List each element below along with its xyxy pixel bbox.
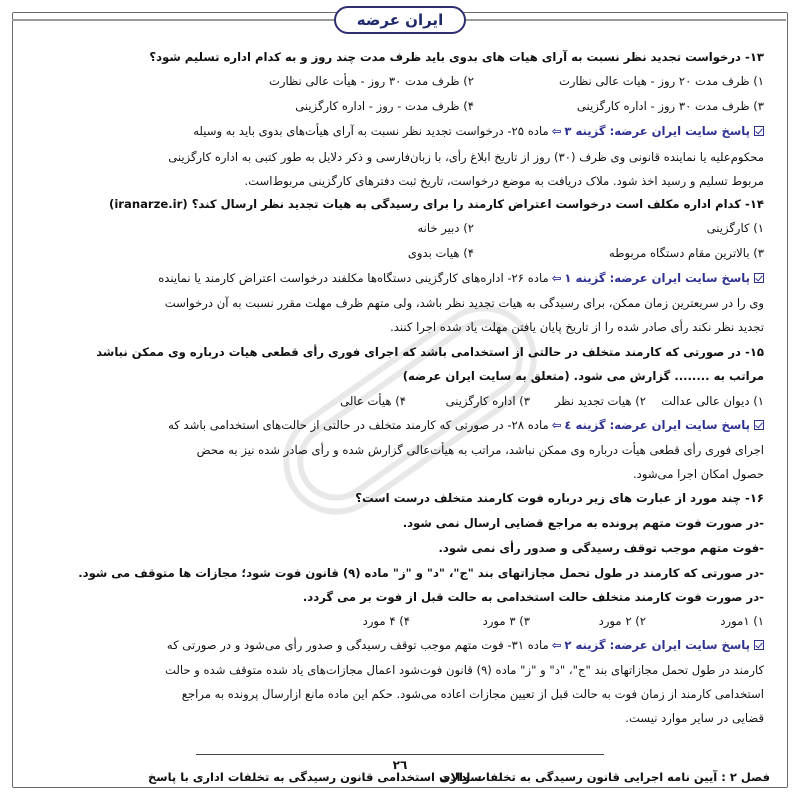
footer-chapter-title: فصل ۲ : آیین نامه اجرایی قانون رسیدگی به تخلفات اداری bbox=[439, 770, 770, 784]
q13-answer-head: پاسخ سایت ایران عرضه: گزینه ۳ bbox=[564, 124, 750, 138]
footer-rule bbox=[196, 754, 604, 755]
q16-statement-2: -فوت متهم موجب توقف رسیدگی و صدور رأی نمی شود. bbox=[438, 541, 764, 555]
check-icon bbox=[754, 273, 764, 283]
site-logo bbox=[334, 6, 466, 34]
q16-answer-line-2: کارمند در طول تحمل مجازاتهای بند "ج"، "د" و "ز" ماده (۹) قانون فوت‌شود اعمال مجازات‌های یاد شده متوقف شده و حالت bbox=[164, 663, 764, 677]
q15-option-2: ۲) هیات تجدید نظر bbox=[554, 394, 646, 408]
q16-statement-4: -در صورت فوت کارمند متخلف حالت استخدامی به حالت قبل از فوت بر می گردد. bbox=[302, 590, 764, 604]
q13-answer-line-3: مربوط تسلیم و رسید اخذ شود. ملاک دریافت به موضع درخواست، تاریخ ثبت دفترهای کارگزینی مربوط‌است. bbox=[244, 174, 764, 188]
q15-option-1: ۱) دیوان عالی عدالت bbox=[661, 394, 764, 408]
q16-answer-line-4: قضایی در سایر موارد نیست. bbox=[625, 711, 764, 725]
q14-option-4: ۴) هیات بدوی bbox=[407, 246, 474, 260]
q14-answer-line-3: تجدید نظر نکند رأی صادر شده را از تاریخ پایان یافتن مهلت یاد شده اجرا کنند. bbox=[390, 320, 764, 334]
q13-answer-line-2: محکوم‌علیه یا نماینده قانونی وی ظرف (۳۰) روز از تاریخ ابلاغ رأی، با زبان‌فارسی و ذکر دلایل به طور کتبی به اداره کارگزینی bbox=[168, 150, 764, 164]
question-16: ۱۶- چند مورد از عبارت های زیر درباره فوت کارمند متخلف درست است؟ bbox=[355, 491, 764, 505]
q15-answer-head: پاسخ سایت ایران عرضه: گزینه ٤ bbox=[564, 418, 750, 432]
footer-book-title: سوالات استخدامی قانون رسیدگی به تخلفات اداری با پاسخ bbox=[148, 770, 482, 784]
check-icon bbox=[754, 640, 764, 650]
q13-option-4: ۴) ظرف مدت - روز - اداره کارگزینی bbox=[295, 99, 474, 113]
q13-option-2: ۲) ظرف مدت ۳۰ روز - هیأت عالی نظارت bbox=[268, 74, 474, 88]
page-number: ۲٦ bbox=[392, 758, 408, 772]
q14-answer-line-1 bbox=[38, 269, 764, 287]
q14-option-3: ۳) بالاترین مقام دستگاه مربوطه bbox=[609, 246, 764, 260]
q16-option-1: ۱) ۱مورد bbox=[720, 614, 764, 628]
q13-option-3: ۳) ظرف مدت ۳۰ روز - اداره کارگزینی bbox=[576, 99, 764, 113]
q16-option-4: ۴) ۴ مورد bbox=[362, 614, 410, 628]
q15-option-3: ۳) اداره کارگزینی bbox=[445, 394, 530, 408]
q14-option-1: ۱) کارگزینی bbox=[706, 221, 764, 235]
q13-option-1: ۱) ظرف مدت ۲۰ روز - هیات عالی نظارت bbox=[558, 74, 764, 88]
header-rule-left bbox=[12, 19, 334, 21]
arrow-left-icon: ⇦ bbox=[551, 418, 562, 432]
q16-answer-text-1: ماده ۳۱- فوت متهم موجب توقف رسیدگی و صدور رأی می‌شود و در صورتی که bbox=[166, 638, 549, 652]
arrow-left-icon: ⇦ bbox=[551, 124, 562, 138]
check-icon bbox=[754, 126, 764, 136]
check-icon bbox=[754, 420, 764, 430]
q15-answer-text-1: ماده ۲۸- در صورتی که کارمند متخلف در حالتی از حالت‌های استخدامی باشد که bbox=[168, 418, 549, 432]
header-rule-right bbox=[466, 19, 786, 21]
q15-answer-line-3: حصول امکان اجرا می‌شود. bbox=[632, 467, 764, 481]
question-15-line-2: مراتب به ........ گزارش می شود. (متعلق به سایت ایران عرضه) bbox=[402, 369, 764, 383]
question-15-line-1: ۱۵- در صورتی که کارمند متخلف در حالتی از استخدامی باشد که اجرای فوری رأی قطعی هیات درباره وی ممکن نباشد bbox=[96, 345, 764, 359]
q16-statement-1: -در صورت فوت متهم پرونده به مراجع قضایی ارسال نمی شود. bbox=[402, 516, 764, 530]
q13-answer-text-1: ماده ۲۵- درخواست تجدید نظر نسبت به آرای هیأت‌های بدوی باید به وسیله bbox=[193, 124, 549, 138]
q16-answer-line-3: استخدامی کارمند از زمان فوت به حالت قبل از تعیین مجازات اعاده می‌شود. حکم این ماده مانع ازارسال پرونده به مراجع bbox=[181, 687, 764, 701]
q16-answer-line-1 bbox=[38, 636, 764, 654]
q15-answer-line-1 bbox=[38, 416, 764, 434]
logo-text: ایران عرضه bbox=[356, 11, 444, 29]
q16-option-3: ۳) ۳ مورد bbox=[482, 614, 530, 628]
q14-option-2: ۲) دبیر خانه bbox=[417, 221, 474, 235]
arrow-left-icon: ⇦ bbox=[551, 638, 562, 652]
q16-answer-head: پاسخ سایت ایران عرضه: گزینه ۲ bbox=[564, 638, 750, 652]
q16-statement-3: -در صورتی که کارمند در طول تحمل مجازاتهای بند "ج"، "د" و "ز" ماده (۹) قانون فوت شود؛ مجازات ها متوقف می شود. bbox=[78, 566, 764, 580]
q15-answer-line-2: اجرای فوری رأی قطعی هیأت درباره وی ممکن نباشد، مراتب به هیأت‌عالی گزارش شده و رأی صادر شده نیز به محض bbox=[196, 443, 764, 457]
q13-answer-line-1 bbox=[38, 122, 764, 140]
q14-answer-text-1: ماده ۲۶- اداره‌های کارگزینی دستگاه‌ها مکلفند درخواست اعتراض کارمند یا نماینده bbox=[158, 271, 549, 285]
q14-answer-line-2: وی را در سریعترین زمان ممکن، برای رسیدگی به هیات تجدید نظر باشد، ولی متهم ظرف مهلت مقرر نسبت به آن درخواست bbox=[164, 296, 764, 310]
q16-option-2: ۲) ۲ مورد bbox=[598, 614, 646, 628]
question-14: ۱۴- کدام اداره مکلف است درخواست اعتراض کارمند را برای رسیدگی به هیات تجدید نظر ارسال کند؟ (iranarze.ir) bbox=[109, 197, 764, 211]
arrow-left-icon: ⇦ bbox=[551, 271, 562, 285]
question-13: ۱۳- درخواست تجدید نظر نسبت به آرای هیات های بدوی باید ظرف مدت چند روز و به کدام اداره تسلیم شود؟ bbox=[149, 50, 764, 64]
q14-answer-head: پاسخ سایت ایران عرضه: گزینه ۱ bbox=[564, 271, 750, 285]
q15-option-4: ۴) هیأت عالی bbox=[340, 394, 406, 408]
